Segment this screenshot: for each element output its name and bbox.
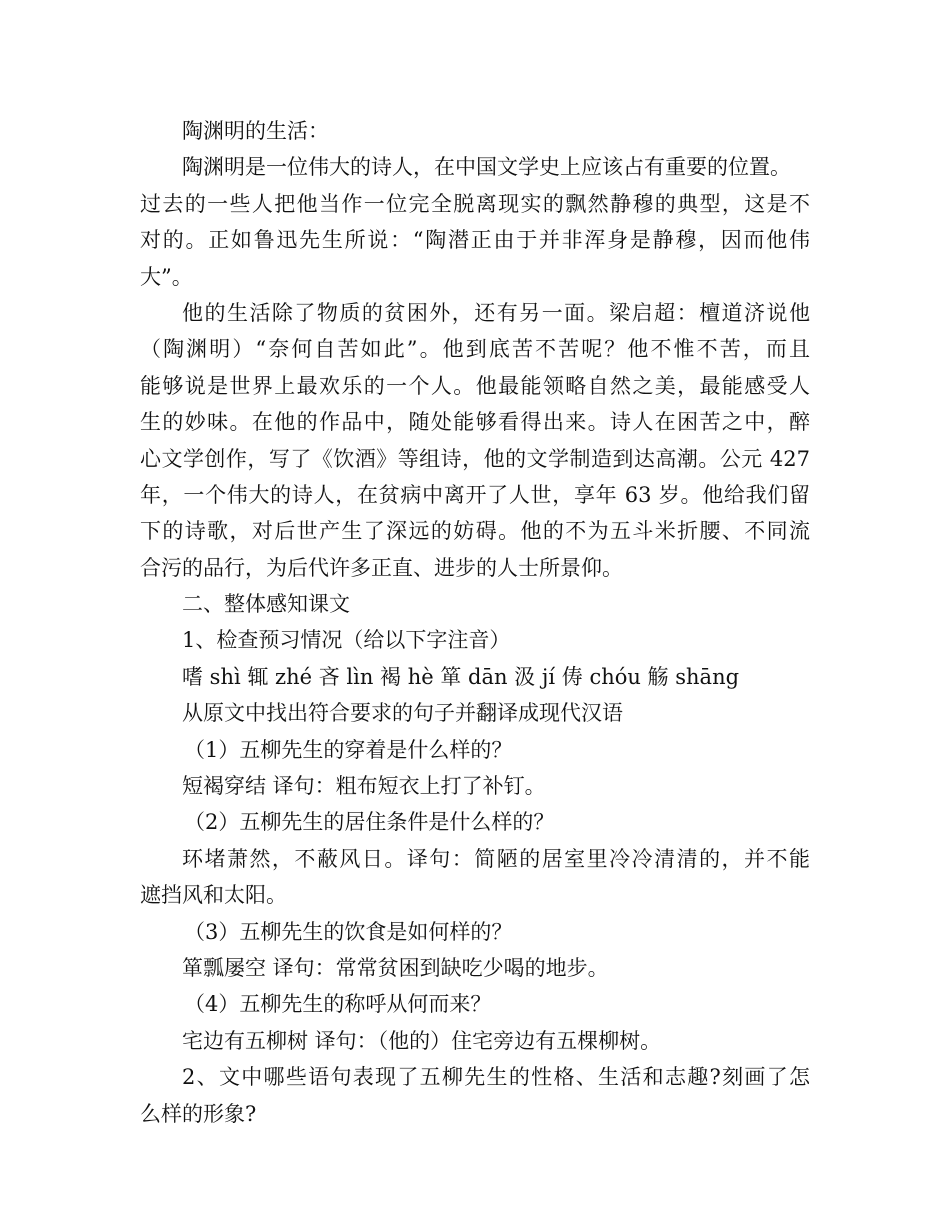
text-line: （1）五柳先生的穿着是什么样的？ [184,737,513,762]
text-line: 嗜 shì 辄 zhé 吝 lìn 褐 hè 箪 dān 汲 jí 俦 chóu 觞 shāng [182,664,740,689]
text-line: 对的。正如鲁迅先生所说：“陶潜正由于并非浑身是静穆，因而他伟 [140,228,810,253]
text-line: 年，一个伟大的诗人，在贫病中离开了人世，享年 63 岁。他给我们留 [140,482,810,507]
text-line: 2、文中哪些语句表现了五柳先生的性格、生活和志趣?刻画了怎 [182,1065,810,1090]
text-line: 能够说是世界上最欢乐的一个人。他最能领略自然之美，最能感受人 [140,373,810,398]
text-line: 从原文中找出符合要求的句子并翻译成现代汉语 [182,701,623,726]
text-line: 短褐穿结 译句：粗布短衣上打了补钉。 [182,774,546,799]
text-line: 生的妙味。在他的作品中，随处能够看得出来。诗人在困苦之中，醉 [140,410,810,435]
text-line: 合污的品行，为后代许多正直、进步的人士所景仰。 [140,555,623,580]
text-line: 箪瓢屡空 译句：常常贫困到缺吃少喝的地步。 [182,955,609,980]
text-line: （陶渊明）“奈何自苦如此”。他到底苦不苦呢？他不惟不苦，而且 [140,337,810,362]
text-line: 么样的形象? [140,1101,257,1126]
document-body [140,113,830,1132]
text-line: 宅边有五柳树 译句：（他的）住宅旁边有五棵柳树。 [182,1028,662,1053]
text-line: 1、检查预习情况（给以下字注音） [182,628,511,653]
text-line: 陶渊明的生活： [182,119,329,143]
text-line: （4）五柳先生的称呼从何而来？ [184,992,492,1017]
text-line: 遮挡风和太阳。 [140,883,287,908]
text-line: 环堵萧然，不蔽风日。译句：简陋的居室里冷冷清清的，并不能 [182,846,810,871]
text-line: 二、整体感知课文 [182,592,350,617]
text-line: 下的诗歌，对后世产生了深远的妨碍。他的不为五斗米折腰、不同流 [140,519,810,544]
text-line: 大”。 [140,264,193,289]
text-line: 心文学创作，写了《饮酒》等组诗，他的文学制造到达高潮。公元 427 [140,446,810,471]
text-line: 他的生活除了物质的贫困外，还有另一面。梁启超：檀道济说他 [182,300,810,325]
text-line: 过去的一些人把他当作一位完全脱离现实的飘然静穆的典型，这是不 [140,191,810,216]
text-line: 陶渊明是一位伟大的诗人，在中国文学史上应该占有重要的位置。 [182,155,791,180]
text-line: （2）五柳先生的居住条件是什么样的？ [184,810,555,835]
text-line: （3）五柳先生的饮食是如何样的？ [184,919,513,944]
